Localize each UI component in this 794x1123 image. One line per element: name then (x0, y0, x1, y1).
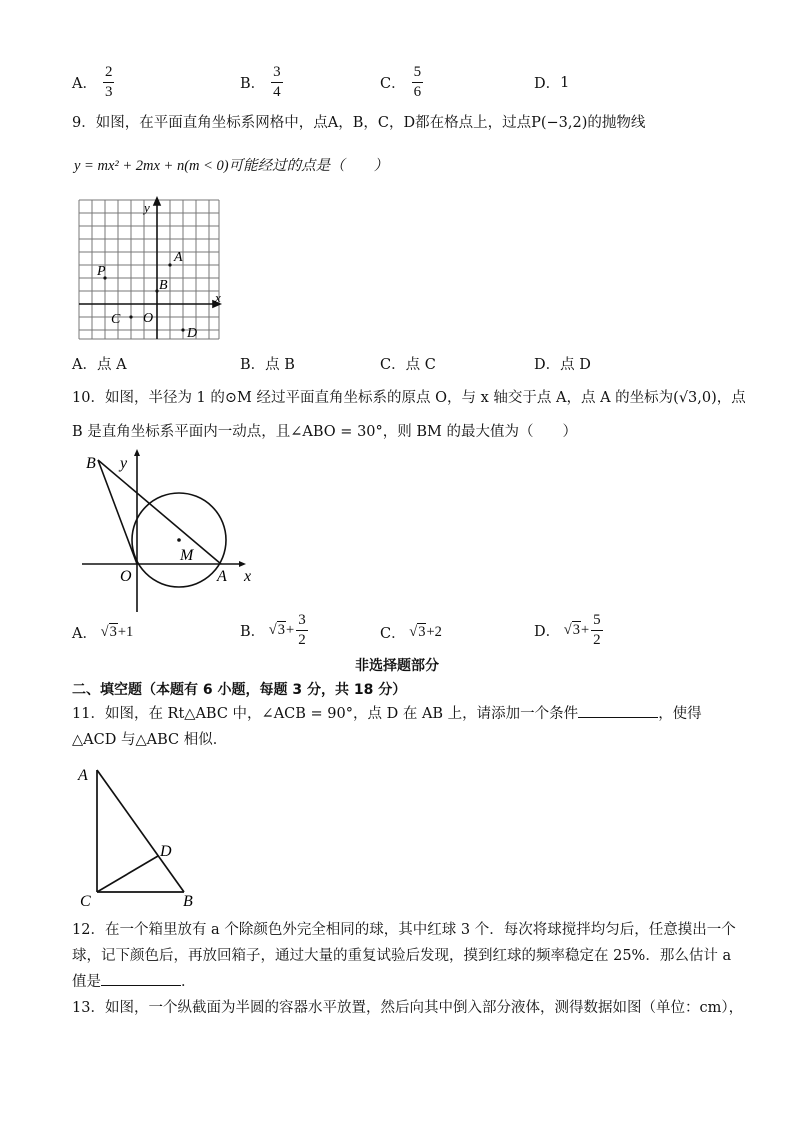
point-c-label: C (111, 312, 121, 327)
denominator: 6 (413, 84, 422, 100)
q10-option-c (380, 622, 442, 643)
q12-text-a: 值是 (72, 974, 101, 990)
point-m-label: M (180, 547, 194, 564)
fraction (271, 64, 283, 101)
q10-circle-figure (80, 446, 266, 616)
q9-option-c: C．点 C (380, 357, 436, 373)
fraction (296, 612, 308, 649)
point-b-label: B (86, 455, 96, 472)
q12-line1: 12．在一个箱里放有 a 个除颜色外完全相同的球，其中红球 3 个．每次将球搅拌均匀后，任意摸出一个 (72, 922, 736, 938)
q9-stem-line1: 9．如图，在平面直角坐标系网格中，点A，B，C，D都在格点上，过点P(−3,2)的抛物线 (72, 115, 646, 131)
radicand: 3 (277, 622, 285, 638)
q8-option-d (534, 72, 569, 93)
option-label: C． (380, 76, 406, 92)
q9-option-b: B．点 B (240, 357, 295, 373)
q9-stem-line2: y = mx² + 2mx + n(m < 0)可能经过的点是（ ） (74, 158, 389, 174)
segment-ba (98, 460, 221, 564)
q9-option-a: A．点 A (72, 357, 127, 373)
q11-triangle-figure (74, 762, 204, 910)
q9-grid-figure (76, 196, 228, 344)
q10-stem-line1: 10．如图，半径为 1 的⊙M 经过平面直角坐标系的原点 O，与 x 轴交于点 A，点 A 的坐标为(√3,0)，点 (72, 390, 746, 406)
q12-line3 (72, 972, 196, 992)
q12-line2: 球，记下颜色后，再放回箱子，通过大量的重复试验后发现，摸到红球的频率稳定在 25%．那么估计 a (72, 948, 732, 964)
fraction (103, 64, 115, 101)
fraction (412, 64, 424, 101)
denominator: 2 (593, 632, 601, 648)
option-label: D． (534, 76, 561, 92)
origin-label: O (120, 568, 132, 585)
option-label: A． (72, 76, 97, 92)
point-a-label: A (217, 568, 227, 585)
q10-option-b (240, 612, 308, 649)
sqrt-expression: √3 (405, 624, 426, 640)
q8-option-a (72, 64, 114, 101)
q11-text-b: ，使得 (658, 706, 702, 722)
radicand: 3 (109, 624, 117, 640)
sqrt-expression: √3 (265, 622, 285, 638)
expression-rest: +1 (117, 624, 134, 640)
q10-stem-line2: B 是直角坐标系平面内一动点，且∠ABO = 30°，则 BM 的最大值为（ ） (72, 424, 577, 440)
option-label: B． (240, 76, 266, 92)
expression-rest: + (580, 622, 590, 638)
answer-blank[interactable] (101, 985, 181, 986)
radicand: 3 (418, 624, 426, 640)
point-d-label: D (160, 843, 172, 860)
side-ab (97, 770, 184, 892)
center-m-dot (177, 538, 181, 542)
origin-label: O (143, 311, 154, 326)
numerator: 3 (271, 64, 283, 83)
option-label: A． (72, 626, 97, 642)
y-axis-label: y (144, 200, 150, 215)
option-label: B． (240, 624, 266, 640)
q9-option-d: D．点 D (534, 357, 591, 373)
x-axis-label: x (215, 290, 221, 305)
vertex-a-label: A (78, 767, 88, 784)
denominator: 4 (273, 84, 281, 100)
vertex-c-label: C (80, 893, 91, 910)
expression-rest: + (286, 622, 295, 638)
q8-option-b (240, 64, 283, 101)
part-title: 非选择题部分 (355, 658, 439, 674)
q8-option-c (380, 64, 423, 101)
fraction (591, 612, 603, 649)
numerator: 5 (412, 64, 424, 83)
sqrt-expression: √3 (96, 624, 117, 640)
option-label: D． (534, 624, 561, 640)
numerator: 5 (591, 612, 603, 631)
section-heading: 二、填空题（本题有 6 小题，每题 3 分，共 18 分） (72, 682, 407, 698)
x-axis-label: x (244, 568, 252, 585)
point-a-label: A (174, 250, 183, 265)
vertex-b-label: B (183, 893, 193, 910)
point-p-label: P (97, 264, 106, 279)
q12-text-b: ． (181, 974, 196, 990)
q10-option-a (72, 622, 133, 643)
q11-text-a: 11．如图，在 Rt△ABC 中，∠ACB = 90°，点 D 在 AB 上，请添加一个条件 (72, 706, 579, 722)
option-label: C． (380, 626, 406, 642)
numerator: 3 (296, 612, 308, 631)
sqrt-expression: √3 (560, 622, 580, 638)
radicand: 3 (572, 622, 580, 638)
q10-option-d (534, 612, 603, 649)
denominator: 2 (298, 632, 306, 648)
point-b-label: B (159, 278, 168, 293)
segment-cd (97, 856, 158, 892)
q11-line1 (72, 704, 702, 724)
q13-line1: 13．如图，一个纵截面为半圆的容器水平放置，然后向其中倒入部分液体，测得数据如图（单位：cm）， (72, 1000, 744, 1016)
option-value: 1 (560, 74, 570, 91)
denominator: 3 (104, 84, 113, 100)
point-d-label: D (187, 326, 198, 341)
y-axis-label: y (120, 455, 128, 472)
answer-blank[interactable] (578, 717, 658, 718)
numerator: 2 (103, 64, 115, 83)
expression-rest: +2 (426, 624, 442, 640)
q11-line2: △ACD 与△ABC 相似． (72, 732, 228, 748)
